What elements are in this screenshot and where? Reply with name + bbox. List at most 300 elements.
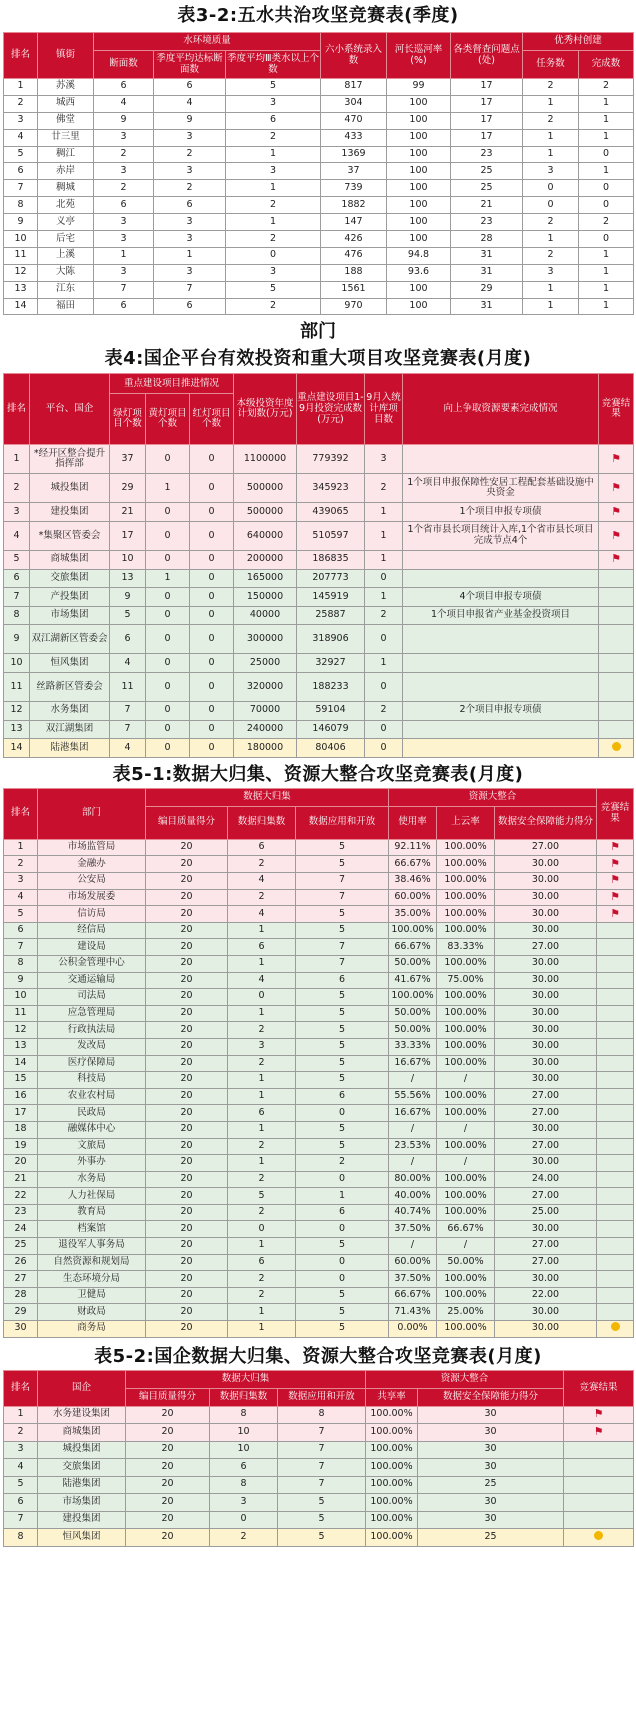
yellow-light-cell: 1 [146, 474, 190, 503]
application-cell: 0 [296, 1254, 389, 1271]
table-row [4, 1105, 634, 1122]
six-system-cell: 476 [321, 247, 387, 264]
collected-cell: 2 [228, 1022, 296, 1039]
issues-cell: 17 [451, 112, 523, 129]
collected-cell: 1 [228, 1121, 296, 1138]
table-row [4, 1138, 634, 1155]
result-cell [597, 1204, 634, 1221]
collected-cell: 0 [210, 1511, 278, 1529]
result-cell [599, 606, 634, 625]
share-rate-cell: 100.00% [366, 1511, 418, 1529]
cloud-rate-cell: 100.00% [437, 1321, 495, 1338]
town-cell: 义亭 [38, 214, 94, 231]
collected-cell: 2 [228, 856, 296, 873]
header-security-score: 数据安全保障能力得分 [495, 806, 597, 839]
header-share-rate: 共享率 [366, 1388, 418, 1406]
application-cell: 5 [296, 1304, 389, 1321]
annual-plan-cell: 165000 [234, 569, 297, 588]
rank-cell: 4 [4, 1459, 38, 1477]
sections-cell: 3 [94, 264, 154, 281]
header-stat-projects: 9月入统计库项目数 [365, 374, 403, 445]
security-score-cell: 30.00 [495, 1121, 597, 1138]
annual-plan-cell: 40000 [234, 606, 297, 625]
application-cell: 5 [296, 922, 389, 939]
security-score-cell: 30 [418, 1459, 564, 1477]
yellow-dot-icon [611, 1322, 620, 1331]
enterprise-cell: 水务建设集团 [38, 1406, 126, 1424]
catalog-score-cell: 20 [146, 1038, 228, 1055]
six-system-cell: 1561 [321, 281, 387, 298]
application-cell: 2 [296, 1155, 389, 1172]
rank-cell: 16 [4, 1088, 38, 1105]
platform-cell: 商城集团 [30, 551, 110, 570]
qualified-sections-cell: 2 [154, 180, 226, 197]
catalog-score-cell: 20 [146, 1321, 228, 1338]
qualified-sections-cell: 9 [154, 112, 226, 129]
completed-cell: 1 [579, 281, 634, 298]
rank-cell: 10 [4, 654, 30, 673]
security-score-cell: 30 [418, 1511, 564, 1529]
cloud-rate-cell: 100.00% [437, 889, 495, 906]
result-cell [564, 1406, 634, 1424]
annual-plan-cell: 640000 [234, 522, 297, 551]
resources-cell [403, 720, 599, 739]
rank-cell: 8 [4, 955, 38, 972]
table-row [4, 1171, 634, 1188]
security-score-cell: 27.00 [495, 839, 597, 856]
result-cell [597, 1055, 634, 1072]
application-cell: 5 [296, 1055, 389, 1072]
class3-count-cell: 2 [226, 298, 321, 315]
header-collected: 数据归集数 [210, 1388, 278, 1406]
security-score-cell: 30.00 [495, 1155, 597, 1172]
yellow-light-cell: 0 [146, 551, 190, 570]
application-cell: 5 [296, 839, 389, 856]
issues-cell: 28 [451, 231, 523, 248]
ytd-investment-cell: 146079 [297, 720, 365, 739]
catalog-score-cell: 20 [146, 856, 228, 873]
collected-cell: 6 [228, 1254, 296, 1271]
catalog-score-cell: 20 [146, 1287, 228, 1304]
header-result: 竞赛结果 [599, 374, 634, 445]
result-cell [597, 1105, 634, 1122]
usage-rate-cell: 50.00% [389, 955, 437, 972]
annual-plan-cell: 240000 [234, 720, 297, 739]
collected-cell: 2 [228, 1138, 296, 1155]
header-application: 数据应用和开放 [278, 1388, 366, 1406]
security-score-cell: 27.00 [495, 1188, 597, 1205]
catalog-score-cell: 20 [146, 1055, 228, 1072]
green-light-cell: 17 [110, 522, 146, 551]
result-cell [599, 588, 634, 607]
annual-plan-cell: 500000 [234, 474, 297, 503]
rank-cell: 23 [4, 1204, 38, 1221]
patrol-rate-cell: 100 [387, 214, 451, 231]
result-cell [597, 1171, 634, 1188]
class3-count-cell: 3 [226, 264, 321, 281]
town-cell: 廿三里 [38, 129, 94, 146]
application-cell: 6 [296, 972, 389, 989]
town-cell: 稠城 [38, 180, 94, 197]
resources-cell: 4个项目申报专项债 [403, 588, 599, 607]
tasks-cell: 1 [523, 146, 579, 163]
security-score-cell: 30.00 [495, 1321, 597, 1338]
application-cell: 0 [296, 1105, 389, 1122]
collected-cell: 1 [228, 1005, 296, 1022]
result-cell [597, 1238, 634, 1255]
cloud-rate-cell: / [437, 1072, 495, 1089]
cloud-rate-cell: / [437, 1155, 495, 1172]
green-light-cell: 13 [110, 569, 146, 588]
collected-cell: 6 [228, 1105, 296, 1122]
usage-rate-cell: 80.00% [389, 1171, 437, 1188]
green-light-cell: 7 [110, 702, 146, 721]
application-cell: 5 [296, 1121, 389, 1138]
ytd-investment-cell: 25887 [297, 606, 365, 625]
application-cell: 5 [296, 1072, 389, 1089]
application-cell: 7 [278, 1476, 366, 1494]
header-ytd-investment: 重点建设项目1-9月投资完成数(万元) [297, 374, 365, 445]
table-row [4, 1424, 634, 1442]
qualified-sections-cell: 7 [154, 281, 226, 298]
cloud-rate-cell: 100.00% [437, 1171, 495, 1188]
share-rate-cell: 100.00% [366, 1459, 418, 1477]
six-system-cell: 817 [321, 79, 387, 96]
red-flag-icon: ⚑ [593, 1424, 604, 1438]
security-score-cell: 30 [418, 1424, 564, 1442]
table-row [4, 1055, 634, 1072]
share-rate-cell: 100.00% [366, 1441, 418, 1459]
tasks-cell: 3 [523, 163, 579, 180]
catalog-score-cell: 20 [126, 1459, 210, 1477]
rank-cell: 13 [4, 720, 30, 739]
catalog-score-cell: 20 [126, 1476, 210, 1494]
result-cell [564, 1476, 634, 1494]
result-cell [597, 889, 634, 906]
security-score-cell: 30.00 [495, 1221, 597, 1238]
red-light-cell: 0 [190, 503, 234, 522]
result-cell [597, 1121, 634, 1138]
table-row [4, 906, 634, 923]
rank-cell: 10 [4, 989, 38, 1006]
header-class3-count: 季度平均Ⅲ类水以上个数 [226, 51, 321, 79]
application-cell: 1 [296, 1188, 389, 1205]
table-row [4, 955, 634, 972]
collected-cell: 2 [228, 1055, 296, 1072]
header-sections: 断面数 [94, 51, 154, 79]
table-row [4, 588, 634, 607]
qualified-sections-cell: 3 [154, 231, 226, 248]
collected-cell: 2 [228, 1271, 296, 1288]
header-catalog-score: 编目质量得分 [126, 1388, 210, 1406]
sections-cell: 3 [94, 163, 154, 180]
cloud-rate-cell: 100.00% [437, 922, 495, 939]
catalog-score-cell: 20 [146, 873, 228, 890]
patrol-rate-cell: 100 [387, 112, 451, 129]
usage-rate-cell: 66.67% [389, 1287, 437, 1304]
application-cell: 7 [296, 955, 389, 972]
collected-cell: 2 [228, 889, 296, 906]
department-cell: 商务局 [38, 1321, 146, 1338]
yellow-light-cell: 1 [146, 569, 190, 588]
catalog-score-cell: 20 [126, 1406, 210, 1424]
green-light-cell: 4 [110, 739, 146, 758]
rank-cell: 15 [4, 1072, 38, 1089]
header-town: 镇街 [38, 33, 94, 79]
town-cell: 苏溪 [38, 79, 94, 96]
table-row [4, 264, 634, 281]
result-cell [597, 873, 634, 890]
yellow-light-cell: 0 [146, 673, 190, 702]
table-row [4, 1304, 634, 1321]
collected-cell: 1 [228, 1072, 296, 1089]
security-score-cell: 27.00 [495, 939, 597, 956]
rank-cell: 11 [4, 247, 38, 264]
security-score-cell: 30.00 [495, 1005, 597, 1022]
catalog-score-cell: 20 [146, 1005, 228, 1022]
stat-projects-cell: 1 [365, 503, 403, 522]
table-row [4, 720, 634, 739]
town-cell: 大陈 [38, 264, 94, 281]
header-rank: 排名 [4, 33, 38, 79]
result-cell [564, 1441, 634, 1459]
issues-cell: 31 [451, 298, 523, 315]
table-row [4, 1238, 634, 1255]
platform-cell: 交旅集团 [30, 569, 110, 588]
result-cell [597, 1304, 634, 1321]
collected-cell: 1 [228, 1321, 296, 1338]
usage-rate-cell: / [389, 1238, 437, 1255]
header-rank: 排名 [4, 788, 38, 839]
share-rate-cell: 100.00% [366, 1529, 418, 1547]
red-light-cell: 0 [190, 522, 234, 551]
collected-cell: 2 [210, 1529, 278, 1547]
rank-cell: 12 [4, 264, 38, 281]
cloud-rate-cell: 25.00% [437, 1304, 495, 1321]
cloud-rate-cell: 100.00% [437, 955, 495, 972]
patrol-rate-cell: 100 [387, 180, 451, 197]
ytd-investment-cell: 779392 [297, 445, 365, 474]
ytd-investment-cell: 59104 [297, 702, 365, 721]
issues-cell: 17 [451, 129, 523, 146]
resources-cell: 1个省市县长项目统计入库,1个省市县长项目完成节点4个 [403, 522, 599, 551]
tasks-cell: 0 [523, 197, 579, 214]
rank-cell: 10 [4, 231, 38, 248]
collected-cell: 1 [228, 1155, 296, 1172]
header-catalog-score: 编目质量得分 [146, 806, 228, 839]
usage-rate-cell: 50.00% [389, 1022, 437, 1039]
result-cell [597, 1088, 634, 1105]
rank-cell: 7 [4, 588, 30, 607]
green-light-cell: 4 [110, 654, 146, 673]
table-row [4, 79, 634, 96]
sections-cell: 3 [94, 129, 154, 146]
table-row [4, 606, 634, 625]
red-flag-icon: ⚑ [593, 1407, 604, 1421]
result-cell [597, 955, 634, 972]
yellow-light-cell: 0 [146, 522, 190, 551]
six-system-cell: 188 [321, 264, 387, 281]
result-cell [564, 1529, 634, 1547]
rank-cell: 13 [4, 1038, 38, 1055]
application-cell: 5 [296, 1022, 389, 1039]
issues-cell: 25 [451, 180, 523, 197]
collected-cell: 1 [228, 1304, 296, 1321]
ytd-investment-cell: 318906 [297, 625, 365, 654]
application-cell: 7 [296, 939, 389, 956]
security-score-cell: 30.00 [495, 922, 597, 939]
application-cell: 5 [296, 906, 389, 923]
department-cell: 发改局 [38, 1038, 146, 1055]
header-resource-integration: 资源大整合 [366, 1370, 564, 1388]
usage-rate-cell: 40.74% [389, 1204, 437, 1221]
catalog-score-cell: 20 [146, 889, 228, 906]
completed-cell: 0 [579, 197, 634, 214]
result-cell [599, 503, 634, 522]
table-row [4, 1476, 634, 1494]
issues-cell: 23 [451, 146, 523, 163]
cloud-rate-cell: / [437, 1238, 495, 1255]
security-score-cell: 30.00 [495, 873, 597, 890]
department-cell: 金融办 [38, 856, 146, 873]
red-light-cell: 0 [190, 569, 234, 588]
cloud-rate-cell: 83.33% [437, 939, 495, 956]
annual-plan-cell: 150000 [234, 588, 297, 607]
completed-cell: 1 [579, 163, 634, 180]
issues-cell: 21 [451, 197, 523, 214]
application-cell: 5 [296, 989, 389, 1006]
cloud-rate-cell: 100.00% [437, 989, 495, 1006]
header-platform: 平台、国企 [30, 374, 110, 445]
six-system-cell: 37 [321, 163, 387, 180]
stat-projects-cell: 1 [365, 588, 403, 607]
rank-cell: 9 [4, 972, 38, 989]
rank-cell: 3 [4, 1441, 38, 1459]
yellow-dot-icon [612, 742, 621, 751]
catalog-score-cell: 20 [146, 1304, 228, 1321]
class3-count-cell: 2 [226, 197, 321, 214]
platform-cell: *经开区整合提升指挥部 [30, 445, 110, 474]
security-score-cell: 25.00 [495, 1204, 597, 1221]
rank-cell: 8 [4, 197, 38, 214]
patrol-rate-cell: 100 [387, 197, 451, 214]
department-cell: 生态环境分局 [38, 1271, 146, 1288]
usage-rate-cell: 41.67% [389, 972, 437, 989]
department-cell: 建设局 [38, 939, 146, 956]
rank-cell: 1 [4, 839, 38, 856]
catalog-score-cell: 20 [146, 906, 228, 923]
catalog-score-cell: 20 [146, 1254, 228, 1271]
green-light-cell: 9 [110, 588, 146, 607]
usage-rate-cell: / [389, 1121, 437, 1138]
table-row [4, 1038, 634, 1055]
yellow-light-cell: 0 [146, 720, 190, 739]
class3-count-cell: 1 [226, 180, 321, 197]
result-cell [599, 673, 634, 702]
yellow-light-cell: 0 [146, 445, 190, 474]
application-cell: 5 [296, 1287, 389, 1304]
green-light-cell: 37 [110, 445, 146, 474]
table-5-2 [3, 1370, 634, 1547]
rank-cell: 13 [4, 281, 38, 298]
table-row [4, 197, 634, 214]
header-security-score: 数据安全保障能力得分 [418, 1388, 564, 1406]
security-score-cell: 30.00 [495, 1304, 597, 1321]
security-score-cell: 30.00 [495, 856, 597, 873]
department-cell: 水务局 [38, 1171, 146, 1188]
town-cell: 赤岸 [38, 163, 94, 180]
department-cell: 融媒体中心 [38, 1121, 146, 1138]
department-cell: 公积金管理中心 [38, 955, 146, 972]
security-score-cell: 30 [418, 1494, 564, 1512]
yellow-light-cell: 0 [146, 739, 190, 758]
rank-cell: 7 [4, 1511, 38, 1529]
result-cell [597, 1287, 634, 1304]
header-data-collection: 数据大归集 [126, 1370, 366, 1388]
table-4-title: 表4:国企平台有效投资和重大项目攻坚竞赛表(月度) [104, 348, 532, 370]
town-cell: 稠江 [38, 146, 94, 163]
collected-cell: 0 [228, 989, 296, 1006]
catalog-score-cell: 20 [146, 989, 228, 1006]
result-cell [597, 1321, 634, 1338]
red-light-cell: 0 [190, 474, 234, 503]
share-rate-cell: 100.00% [366, 1406, 418, 1424]
rank-cell: 29 [4, 1304, 38, 1321]
resources-cell: 1个项目申报省产业基金投资项目 [403, 606, 599, 625]
yellow-light-cell: 0 [146, 702, 190, 721]
result-cell [564, 1511, 634, 1529]
rank-cell: 26 [4, 1254, 38, 1271]
table-row [4, 146, 634, 163]
rank-cell: 25 [4, 1238, 38, 1255]
result-cell [597, 1221, 634, 1238]
cloud-rate-cell: 100.00% [437, 1204, 495, 1221]
resources-cell [403, 739, 599, 758]
class3-count-cell: 2 [226, 129, 321, 146]
ytd-investment-cell: 186835 [297, 551, 365, 570]
issues-cell: 31 [451, 264, 523, 281]
usage-rate-cell: 100.00% [389, 989, 437, 1006]
catalog-score-cell: 20 [146, 1072, 228, 1089]
table-row [4, 551, 634, 570]
usage-rate-cell: / [389, 1155, 437, 1172]
rank-cell: 5 [4, 551, 30, 570]
table-row [4, 522, 634, 551]
table-row [4, 1072, 634, 1089]
catalog-score-cell: 20 [146, 1238, 228, 1255]
table-row [4, 112, 634, 129]
catalog-score-cell: 20 [146, 955, 228, 972]
red-flag-icon: ⚑ [610, 873, 620, 887]
qualified-sections-cell: 6 [154, 79, 226, 96]
six-system-cell: 147 [321, 214, 387, 231]
town-cell: 福田 [38, 298, 94, 315]
completed-cell: 1 [579, 247, 634, 264]
table-row [4, 654, 634, 673]
catalog-score-cell: 20 [126, 1441, 210, 1459]
qualified-sections-cell: 3 [154, 129, 226, 146]
catalog-score-cell: 20 [146, 1188, 228, 1205]
table-row [4, 214, 634, 231]
header-patrol-rate: 河长巡河率(%) [387, 33, 451, 79]
application-cell: 0 [296, 1221, 389, 1238]
red-light-cell: 0 [190, 551, 234, 570]
rank-cell: 1 [4, 445, 30, 474]
catalog-score-cell: 20 [126, 1511, 210, 1529]
town-cell: 佛堂 [38, 112, 94, 129]
catalog-score-cell: 20 [146, 1138, 228, 1155]
cloud-rate-cell: 100.00% [437, 1271, 495, 1288]
